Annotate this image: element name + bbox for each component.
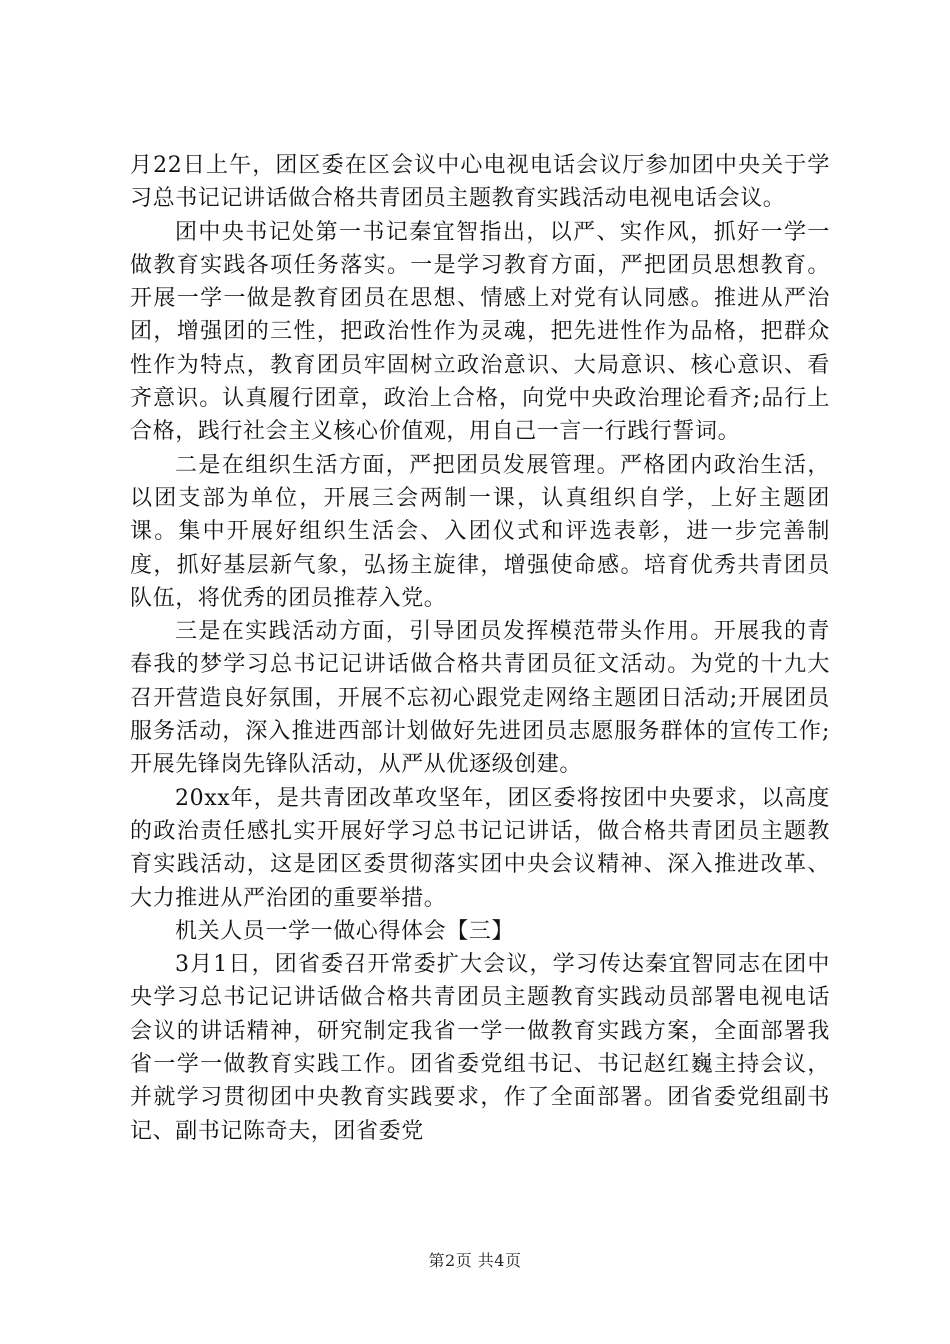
paragraph-1: 月22日上午，团区委在区会议中心电视电话会议厅参加团中央关于学习总书记记讲话做合格共青团员主题教育实践活动电视电话会议。 — [130, 153, 830, 212]
paragraph-3: 二是在组织生活方面，严把团员发展管理。严格团内政治生活，以团支部为单位，开展三会两制一课，认真组织自学，上好主题团课。集中开展好组织生活会、入团仪式和评选表彰，进一步完善制度，抓好基层新气象，弘扬主旋律，增强使命感。培育优秀共青团员队伍，将优秀的团员推荐入党。 — [130, 452, 830, 611]
paragraph-7: 3月1日，团省委召开常委扩大会议，学习传达秦宜智同志在团中央学习总书记记讲话做合格共青团员主题教育实践动员部署电视电话会议的讲话精神，研究制定我省一学一做教育实践方案，全面部署我省一学一做教育实践工作。团省委党组书记、书记赵红巍主持会议，并就学习贯彻团中央教育实践要求，作了全面部署。团省委党组副书记、副书记陈奇夫，团省委党 — [130, 952, 830, 1144]
document-body — [130, 149, 830, 1148]
paragraph-2: 团中央书记处第一书记秦宜智指出，以严、实作风，抓好一学一做教育实践各项任务落实。一是学习教育方面，严把团员思想教育。开展一学一做是教育团员在思想、情感上对党有认同感。推进从严治团，增强团的三性，把政治性作为灵魂，把先进性作为品格，把群众性作为特点，教育团员牢固树立政治意识、大局意识、核心意识、看齐意识。认真履行团章，政治上合格，向党中央政治理论看齐;品行上合格，践行社会主义核心价值观，用自己一言一行践行誓词。 — [130, 219, 830, 445]
paragraph-5: 20xx年，是共青团改革攻坚年，团区委将按团中央要求，以高度的政治责任感扎实开展好学习总书记记讲话，做合格共青团员主题教育实践活动，这是团区委贯彻落实团中央会议精神、深入推进改革、大力推进从严治团的重要举措。 — [130, 785, 830, 911]
section-heading: 机关人员一学一做心得体会【三】 — [175, 918, 515, 944]
page-number: 第2页 共4页 — [428, 1251, 522, 1270]
paragraph-4: 三是在实践活动方面，引导团员发挥模范带头作用。开展我的青春我的梦学习总书记记讲话做合格共青团员征文活动。为党的十九大召开营造良好氛围，开展不忘初心跟党走网络主题团日活动;开展团员服务活动，深入推进西部计划做好先进团员志愿服务群体的宣传工作;开展先锋岗先锋队活动，从严从优逐级创建。 — [130, 619, 830, 778]
